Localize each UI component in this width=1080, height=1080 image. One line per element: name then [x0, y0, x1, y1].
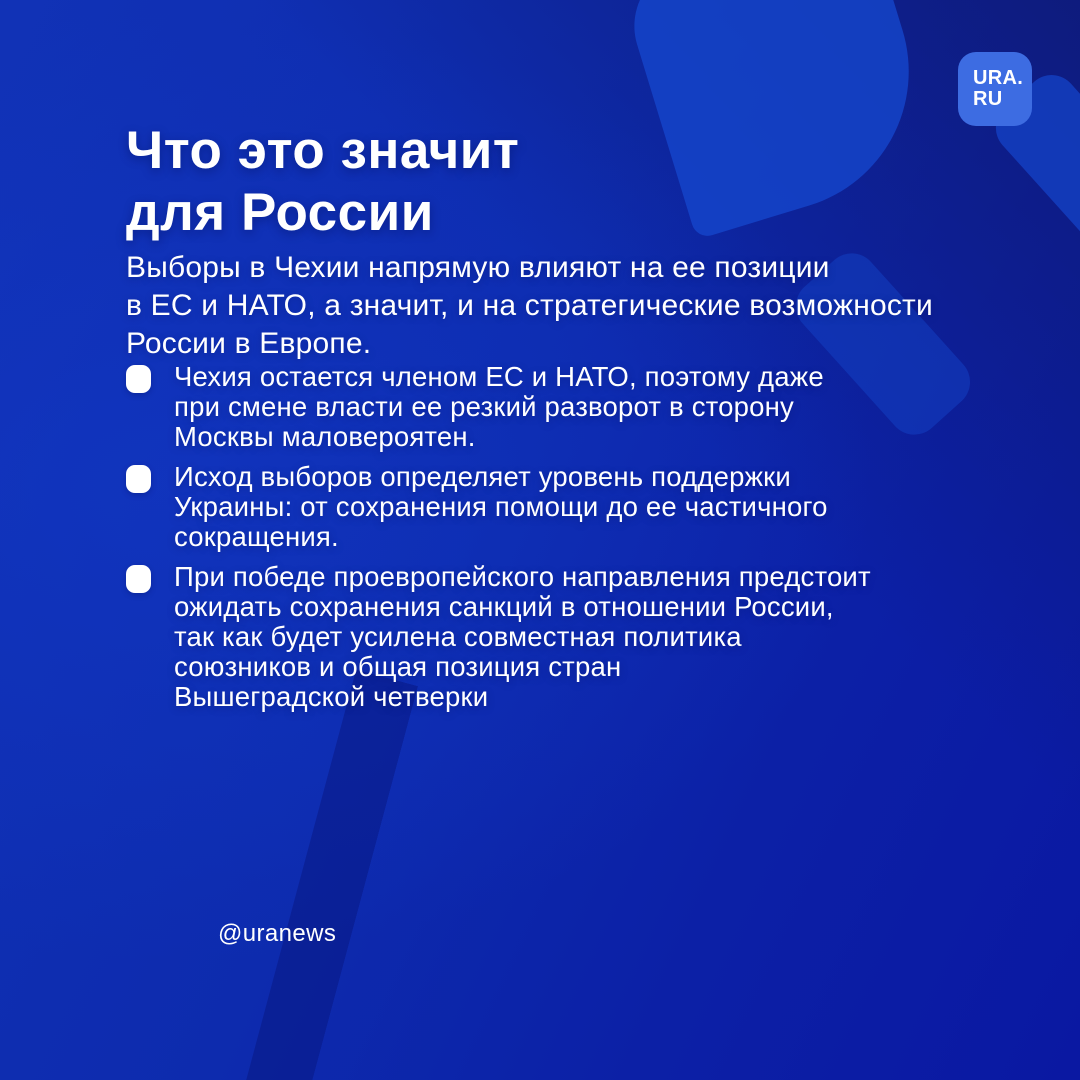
title-line-1: Что это значит — [126, 121, 520, 180]
logo-text-line-1: URA. — [973, 67, 1024, 89]
list-item — [126, 562, 1026, 712]
bullet-text — [174, 362, 824, 452]
bullet-line: Украины: от сохранения помощи до ее частичного — [174, 491, 828, 522]
intro-line-1: Выборы в Чехии напрямую влияют на ее позиции — [126, 251, 830, 284]
bullet-marker-icon — [126, 465, 151, 493]
list-item — [126, 462, 1026, 552]
list-item — [126, 362, 1026, 452]
bullet-line: Вышеградской четверки — [174, 681, 489, 712]
intro-paragraph — [126, 249, 933, 363]
intro-line-3: России в Европе. — [126, 327, 372, 360]
bullet-line: Москвы маловероятен. — [174, 421, 476, 452]
bullet-line: При победе проевропейского направления предстоит — [174, 561, 871, 592]
title-line-2: для России — [126, 183, 434, 242]
bullet-marker-icon — [126, 365, 151, 393]
intro-line-2: в ЕС и НАТО, а значит, и на стратегические возможности — [126, 289, 933, 322]
bullet-line: Чехия остается членом ЕС и НАТО, поэтому даже — [174, 361, 824, 392]
bullet-line: так как будет усилена совместная политика — [174, 621, 742, 652]
bullet-line: Исход выборов определяет уровень поддержки — [174, 461, 791, 492]
page-title — [126, 120, 519, 244]
bullet-line: ожидать сохранения санкций в отношении России, — [174, 591, 834, 622]
bullet-line: союзников и общая позиция стран — [174, 651, 622, 682]
bullet-text — [174, 462, 828, 552]
channel-handle[interactable]: @uranews — [218, 920, 337, 947]
ura-ru-logo[interactable] — [958, 52, 1032, 126]
bullet-marker-icon — [126, 565, 151, 593]
bullet-list — [126, 362, 1026, 722]
bullet-text — [174, 562, 871, 712]
logo-text-line-2: RU — [973, 88, 1003, 110]
bullet-line: сокращения. — [174, 521, 339, 552]
bullet-line: при смене власти ее резкий разворот в сторону — [174, 391, 794, 422]
